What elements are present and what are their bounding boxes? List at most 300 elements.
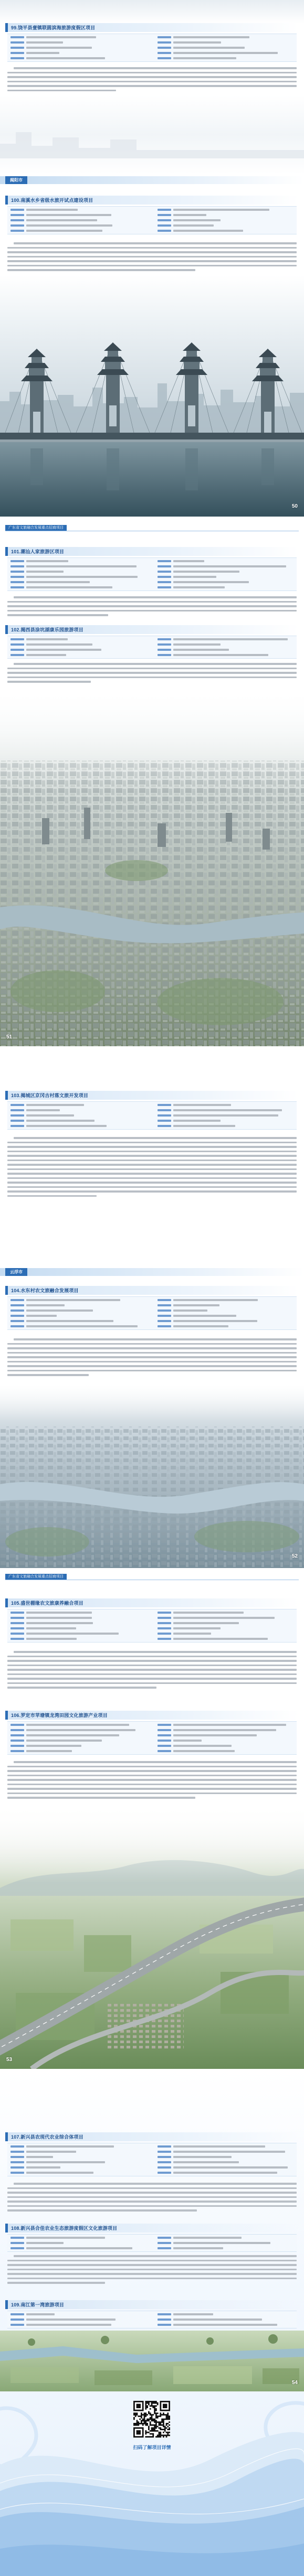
info-field-value-line: [173, 2161, 239, 2163]
info-field-value-line: [173, 576, 216, 578]
description-text-line: [7, 1356, 297, 1358]
info-field-value-line: [173, 560, 204, 562]
description-text-line: [7, 614, 108, 616]
info-field-value-line: [26, 219, 97, 221]
project-description: [7, 1136, 297, 1198]
info-field-value-line: [26, 1114, 74, 1117]
info-field-value-line: [173, 52, 278, 54]
info-field-value-line: [26, 214, 111, 216]
project-title-bar: [5, 23, 299, 32]
info-field-value-line: [173, 1125, 235, 1127]
info-field-label-line: [11, 1315, 24, 1317]
info-field-value-line: [26, 41, 63, 44]
info-field-label-line: [158, 1617, 171, 1619]
info-field-value-line: [173, 586, 225, 588]
info-field-value-line: [173, 2242, 270, 2244]
info-field-value-line: [173, 2313, 213, 2315]
info-field-value-line: [173, 1114, 278, 1117]
info-field-label-line: [158, 41, 171, 44]
description-text-line: [7, 1775, 297, 1777]
running-header-text: 广东省文旅融合发展重点招商项目: [5, 1574, 67, 1580]
info-field-value-line: [26, 2324, 111, 2326]
info-field-value-line: [26, 586, 112, 588]
info-field-label-line: [11, 209, 24, 211]
description-text-line: [7, 2273, 297, 2275]
info-field-label-line: [11, 230, 24, 232]
info-field-label-line: [158, 1104, 171, 1106]
description-text-line: [7, 81, 297, 83]
info-field-label-line: [158, 560, 171, 562]
info-field-label-line: [11, 2247, 24, 2249]
info-field-value-line: [173, 2247, 223, 2249]
description-text-line: [14, 1761, 297, 1763]
info-field-label-line: [11, 2242, 24, 2244]
info-field-label-line: [11, 1745, 24, 1747]
running-header: [5, 525, 299, 531]
info-field-label-line: [11, 571, 24, 573]
info-field-label-line: [11, 1125, 24, 1127]
title-marker: [5, 1091, 8, 1100]
description-text-line: [7, 1678, 297, 1680]
description-text-line: [7, 1673, 297, 1676]
page-number: 50: [291, 503, 298, 509]
info-field-value-line: [173, 2166, 288, 2169]
qr-code: [133, 2401, 170, 2438]
info-field-label-line: [11, 2151, 24, 2153]
description-text-line: [7, 1361, 297, 1363]
info-field-label-line: [158, 230, 171, 232]
description-text-line: [7, 605, 297, 607]
description-text-line: [7, 90, 116, 92]
info-field-label-line: [11, 560, 24, 562]
info-field-label-line: [158, 1310, 171, 1312]
info-field-value-line: [26, 2151, 76, 2153]
info-field-value-line: [26, 2242, 64, 2244]
project-info-table: [7, 2311, 297, 2328]
description-text-line: [7, 1190, 297, 1193]
info-field-label-line: [11, 2145, 24, 2148]
info-field-label-line: [158, 1627, 171, 1629]
page-number: 51: [6, 1034, 13, 1040]
info-field-label-line: [158, 2237, 171, 2239]
info-field-value-line: [173, 1745, 232, 1747]
info-field-label-line: [11, 2166, 24, 2169]
info-field-label-line: [11, 1633, 24, 1635]
info-field-value-line: [173, 649, 229, 651]
info-field-value-line: [173, 1120, 221, 1122]
project-title-bar: [5, 1711, 299, 1720]
info-field-label-line: [11, 2172, 24, 2174]
info-field-label-line: [11, 1114, 24, 1117]
description-text-line: [7, 1195, 97, 1197]
info-field-value-line: [26, 1617, 92, 1619]
info-field-value-line: [26, 36, 96, 38]
info-field-label-line: [11, 36, 24, 38]
info-field-value-line: [26, 2247, 132, 2249]
top-fade-background: [0, 0, 304, 23]
title-marker: [5, 1711, 8, 1720]
info-field-value-line: [26, 638, 68, 640]
info-field-label-line: [158, 1320, 171, 1322]
info-field-label-line: [11, 2324, 24, 2326]
info-field-value-line: [173, 214, 206, 216]
info-field-label-line: [11, 52, 24, 54]
description-text-line: [7, 1374, 89, 1376]
description-text-line: [7, 247, 297, 249]
info-field-value-line: [173, 57, 236, 59]
info-field-value-line: [26, 2161, 105, 2163]
info-field-value-line: [173, 1612, 244, 1614]
info-field-value-line: [26, 1724, 129, 1726]
info-field-value-line: [26, 1622, 93, 1624]
description-text-line: [7, 2264, 297, 2266]
info-field-value-line: [173, 1320, 257, 1322]
description-text-line: [7, 1665, 297, 1667]
info-field-label-line: [11, 1120, 24, 1122]
info-field-value-line: [26, 1627, 76, 1629]
info-field-value-line: [26, 560, 68, 562]
description-text-line: [7, 1151, 297, 1153]
info-field-value-line: [173, 1729, 276, 1731]
info-field-label-line: [158, 2324, 171, 2326]
info-field-value-line: [173, 1304, 219, 1306]
info-field-value-line: [173, 1325, 228, 1327]
project-description: [7, 1760, 297, 1800]
info-field-label-line: [11, 2156, 24, 2158]
project-info-table: [7, 1609, 297, 1643]
info-field-value-line: [173, 1627, 221, 1629]
info-field-value-line: [173, 1617, 275, 1619]
info-field-label-line: [158, 1315, 171, 1317]
info-field-value-line: [26, 1120, 95, 1122]
info-field-label-line: [11, 1724, 24, 1726]
info-field-value-line: [173, 1740, 202, 1742]
info-field-label-line: [158, 2313, 171, 2315]
info-field-label-line: [11, 1750, 24, 1752]
description-text-line: [7, 85, 297, 87]
description-text-line: [7, 672, 297, 674]
project-title-bar: [5, 1091, 299, 1100]
description-text-line: [7, 1352, 297, 1354]
info-field-value-line: [26, 1299, 120, 1301]
info-field-label-line: [11, 581, 24, 583]
aerial-town-river-photo: [0, 1384, 304, 1568]
description-text-line: [7, 1173, 297, 1175]
info-field-label-line: [11, 638, 24, 640]
info-field-value-line: [173, 571, 239, 573]
info-field-label-line: [11, 586, 24, 588]
info-field-label-line: [11, 1109, 24, 1111]
description-text-line: [14, 1338, 297, 1340]
info-field-label-line: [158, 57, 171, 59]
project-title: 104.水东村农文旅融合发展项目: [11, 1288, 79, 1293]
info-field-label-line: [158, 1724, 171, 1726]
running-header: [5, 1574, 299, 1580]
description-text-line: [7, 260, 297, 262]
info-field-value-line: [173, 2151, 285, 2153]
title-marker: [5, 625, 8, 634]
info-field-label-line: [158, 1120, 171, 1122]
description-text-line: [7, 2209, 197, 2212]
info-field-value-line: [173, 47, 245, 49]
info-field-label-line: [11, 1310, 24, 1312]
description-text-line: [14, 1137, 297, 1139]
info-field-value-line: [173, 1299, 258, 1301]
description-text-line: [7, 256, 297, 258]
info-field-value-line: [173, 581, 249, 583]
info-field-label-line: [11, 2313, 24, 2315]
info-field-label-line: [11, 643, 24, 646]
info-field-label-line: [11, 1104, 24, 1106]
info-field-label-line: [158, 1638, 171, 1640]
description-text-line: [7, 2192, 297, 2194]
info-field-label-line: [158, 581, 171, 583]
description-text-line: [7, 1142, 297, 1144]
description-text-line: [7, 668, 297, 670]
info-field-label-line: [158, 209, 171, 211]
info-field-label-line: [158, 1109, 171, 1111]
info-field-label-line: [158, 36, 171, 38]
project-title-bar: [5, 2300, 299, 2309]
project-title-bar: [5, 625, 299, 634]
info-field-label-line: [11, 1320, 24, 1322]
description-text-line: [7, 1779, 297, 1781]
info-field-label-line: [158, 576, 171, 578]
info-field-value-line: [26, 1125, 107, 1127]
info-field-label-line: [158, 1125, 171, 1127]
project-title: 102.揭西县涂坑湖康乐园旅游项目: [11, 627, 83, 632]
description-text-line: [7, 2201, 297, 2203]
description-text-line: [7, 1793, 297, 1795]
info-field-value-line: [173, 224, 214, 227]
description-text-line: [14, 2255, 297, 2257]
info-field-label-line: [11, 565, 24, 567]
info-field-label-line: [11, 47, 24, 49]
description-text-line: [7, 2205, 297, 2207]
info-field-label-line: [11, 654, 24, 656]
rural-fields-photo: [0, 2331, 304, 2391]
info-field-label-line: [158, 654, 171, 656]
project-title: 107.新兴县农现代农业综合体项目: [11, 2134, 83, 2140]
info-field-value-line: [173, 654, 268, 656]
qr-code-icon: [133, 2401, 170, 2438]
region-band-jieyang: [0, 176, 304, 184]
info-field-value-line: [173, 1310, 207, 1312]
description-text-line: [7, 2260, 297, 2262]
info-field-value-line: [173, 209, 269, 211]
description-text-line: [7, 1365, 297, 1367]
project-description: [7, 1337, 297, 1378]
info-field-label-line: [11, 1617, 24, 1619]
info-field-value-line: [26, 2172, 93, 2174]
description-text-line: [7, 1146, 297, 1148]
info-field-value-line: [26, 1638, 77, 1640]
info-field-label-line: [158, 47, 171, 49]
info-field-value-line: [26, 654, 66, 656]
description-text-line: [7, 251, 297, 253]
description-text-line: [7, 1160, 297, 1162]
info-field-label-line: [158, 586, 171, 588]
project-description: [7, 2254, 297, 2285]
description-text-line: [7, 2282, 105, 2284]
info-field-label-line: [11, 1612, 24, 1614]
description-text-line: [7, 1347, 297, 1349]
description-text-line: [7, 601, 297, 603]
faded-scenery-photo: [0, 95, 304, 174]
info-field-label-line: [158, 2319, 171, 2321]
info-field-value-line: [26, 52, 59, 54]
project-title: 109.南江第一湾旅游项目: [11, 2302, 65, 2307]
description-text-line: [7, 269, 195, 271]
info-field-label-line: [158, 638, 171, 640]
info-field-label-line: [158, 1740, 171, 1742]
info-field-value-line: [26, 1315, 57, 1317]
description-text-line: [7, 1177, 297, 1179]
info-field-value-line: [26, 1740, 102, 1742]
info-field-label-line: [11, 2161, 24, 2163]
info-field-value-line: [173, 1633, 211, 1635]
title-marker: [5, 547, 8, 556]
description-text-line: [7, 1669, 297, 1671]
info-field-value-line: [26, 1612, 92, 1614]
info-field-value-line: [26, 2237, 105, 2239]
info-field-label-line: [11, 1627, 24, 1629]
project-title: 101.潮汕人家旅游区项目: [11, 549, 65, 554]
info-field-value-line: [26, 57, 105, 59]
info-field-value-line: [26, 1310, 93, 1312]
description-text-line: [7, 1797, 195, 1799]
info-field-value-line: [26, 1304, 65, 1306]
project-title-bar: [5, 1598, 299, 1607]
project-info-table: [7, 1296, 297, 1330]
project-title-bar: [5, 196, 299, 205]
info-field-label-line: [11, 1729, 24, 1731]
description-text-line: [14, 67, 297, 69]
aerial-highway-fields-photo: [0, 1804, 304, 2069]
project-description: [7, 2182, 297, 2213]
description-text-line: [7, 2269, 297, 2271]
project-description: [7, 66, 297, 93]
title-marker: [5, 2132, 8, 2141]
project-info-table: [7, 1721, 297, 1755]
info-field-label-line: [11, 649, 24, 651]
info-field-value-line: [173, 1724, 286, 1726]
description-text-line: [14, 1651, 297, 1653]
description-text-line: [7, 1687, 156, 1689]
info-field-value-line: [26, 576, 138, 578]
info-field-value-line: [26, 1109, 60, 1111]
description-text-line: [7, 1660, 297, 1662]
info-field-label-line: [158, 1304, 171, 1306]
info-field-label-line: [11, 1304, 24, 1306]
page-number: 54: [291, 2380, 298, 2386]
title-marker: [5, 2224, 8, 2232]
info-field-label-line: [158, 643, 171, 646]
description-text-line: [7, 677, 297, 679]
project-info-table: [7, 206, 297, 234]
info-field-label-line: [11, 57, 24, 59]
description-text-line: [7, 1168, 297, 1171]
info-field-label-line: [158, 1114, 171, 1117]
info-field-value-line: [173, 2237, 242, 2239]
info-field-value-line: [26, 581, 90, 583]
page-number: 53: [6, 2057, 13, 2063]
title-marker: [5, 1598, 8, 1607]
project-title-bar: [5, 547, 299, 556]
info-field-value-line: [173, 643, 221, 646]
project-title-bar: [5, 2132, 299, 2141]
description-text-line: [7, 2196, 297, 2198]
info-field-label-line: [158, 1633, 171, 1635]
description-text-line: [7, 2187, 297, 2189]
info-field-label-line: [11, 214, 24, 216]
project-info-table: [7, 636, 297, 659]
info-field-value-line: [173, 36, 249, 38]
info-field-value-line: [173, 230, 243, 232]
info-field-value-line: [173, 2156, 232, 2158]
description-text-line: [7, 1766, 297, 1768]
region-band-yunfu: [0, 1268, 304, 1276]
project-description: [7, 662, 297, 684]
info-field-value-line: [173, 1109, 282, 1111]
info-field-label-line: [11, 1299, 24, 1301]
info-field-label-line: [158, 214, 171, 216]
description-text-line: [7, 1343, 297, 1345]
info-field-value-line: [26, 2319, 116, 2321]
info-field-value-line: [26, 1729, 135, 1731]
title-marker: [5, 196, 8, 205]
description-text-line: [7, 72, 297, 74]
info-field-label-line: [158, 1750, 171, 1752]
info-field-value-line: [173, 1104, 231, 1106]
info-field-value-line: [26, 565, 137, 567]
description-text-line: [14, 596, 297, 598]
project-description: [7, 595, 297, 618]
info-field-value-line: [173, 565, 286, 567]
description-text-line: [7, 1656, 297, 1658]
title-marker: [5, 1286, 8, 1295]
description-text-line: [7, 1770, 297, 1772]
title-marker: [5, 23, 8, 32]
description-text-line: [7, 1164, 297, 1166]
info-field-value-line: [173, 1315, 236, 1317]
description-text-line: [7, 265, 297, 267]
info-field-label-line: [158, 571, 171, 573]
info-field-value-line: [26, 224, 112, 227]
info-field-label-line: [158, 1612, 171, 1614]
info-field-label-line: [158, 1622, 171, 1624]
project-title: 106.罗定市苹塘镇龙湾田园文化旅游产业项目: [11, 1713, 108, 1718]
info-field-value-line: [173, 638, 288, 640]
info-field-value-line: [26, 1325, 138, 1327]
info-field-value-line: [173, 219, 221, 221]
description-text-line: [14, 242, 297, 244]
info-field-label-line: [158, 2161, 171, 2163]
info-field-label-line: [11, 2319, 24, 2321]
info-field-label-line: [11, 2237, 24, 2239]
info-field-value-line: [26, 2145, 114, 2148]
info-field-value-line: [26, 1750, 72, 1752]
title-marker: [5, 2300, 8, 2309]
info-field-label-line: [158, 649, 171, 651]
info-field-value-line: [173, 1750, 235, 1752]
info-field-value-line: [173, 2319, 262, 2321]
info-field-label-line: [158, 219, 171, 221]
description-text-line: [7, 1182, 297, 1184]
info-field-value-line: [26, 1745, 81, 1747]
project-title: 100.南溪水乡省级水旅开试点建设项目: [11, 198, 93, 203]
description-text-line: [7, 610, 297, 612]
